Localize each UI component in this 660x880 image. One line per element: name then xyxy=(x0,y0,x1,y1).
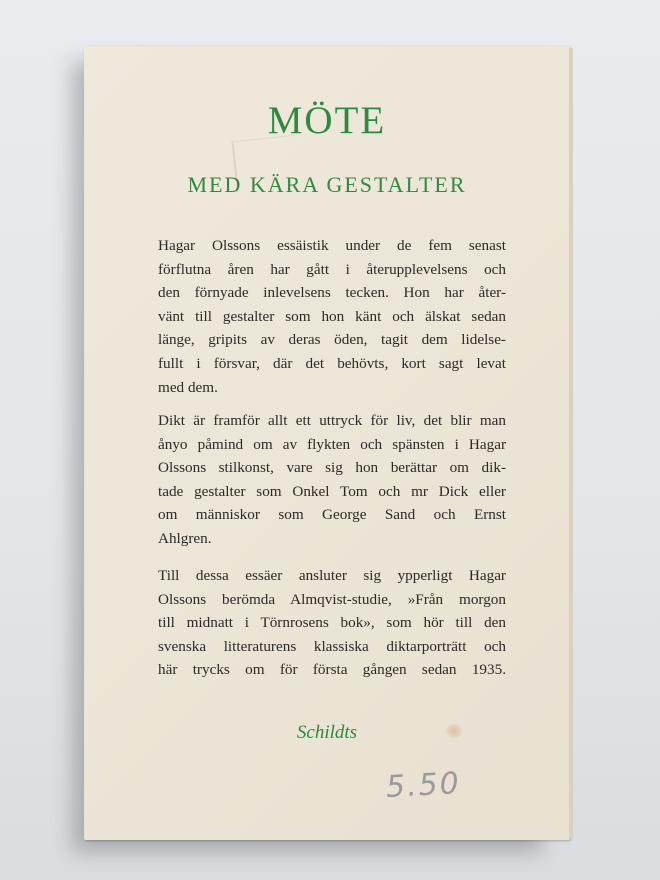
text-line: fullt i försvar, där det behövts, kort sagt levat xyxy=(158,354,506,372)
text-line: med dem. xyxy=(158,378,218,396)
blurb-paragraph-3 xyxy=(158,564,506,682)
text-line: vänt till gestalter som hon känt och älskat sedan xyxy=(158,307,506,325)
text-line: ånyo påmind om av flykten och spänsten i Hagar xyxy=(158,435,506,453)
text-line: Dikt är framför allt ett uttryck för liv, det blir man xyxy=(158,412,506,429)
text-line: tade gestalter som Onkel Tom och mr Dick eller xyxy=(158,482,506,500)
text-line: Ahlgren. xyxy=(158,529,212,547)
book-subtitle: MED KÄRA GESTALTER xyxy=(187,172,467,197)
text-line: om människor som George Sand och Ernst xyxy=(158,506,506,524)
text-line: här trycks om för första gången sedan 1935. xyxy=(158,661,506,679)
blurb-paragraph-2 xyxy=(158,409,506,551)
pencil-price: 5.50 xyxy=(385,766,462,805)
book-title: MÖTE xyxy=(267,99,387,142)
text-line: svenska litteraturens klassiska diktarporträtt och xyxy=(158,637,506,655)
text-line: länge, gripits av deras öden, tagit dem lidelse- xyxy=(158,331,506,349)
text-line: den förnyade inlevelsens tecken. Hon har åter- xyxy=(158,284,506,302)
text-line: Olssons stilkonst, vare sig hon berättar om dik- xyxy=(158,459,506,477)
text-line: förflutna åren har gått i återupplevelsens och xyxy=(158,260,506,278)
text-line: Olssons berömda Almqvist-studie, »Från morgon xyxy=(158,590,506,608)
blurb-paragraph-1 xyxy=(158,234,506,399)
book-back-cover xyxy=(84,46,570,840)
text-line: Hagar Olssons essäistik under de fem senast xyxy=(158,237,506,254)
text-line: till midnatt i Törnrosens bok», som hör till den xyxy=(158,614,506,632)
stain-spot xyxy=(446,724,462,738)
page-edge xyxy=(569,48,573,838)
publisher-name: Schildts xyxy=(296,722,358,743)
text-line: Till dessa essäer ansluter sig ypperligt Hagar xyxy=(158,567,506,584)
